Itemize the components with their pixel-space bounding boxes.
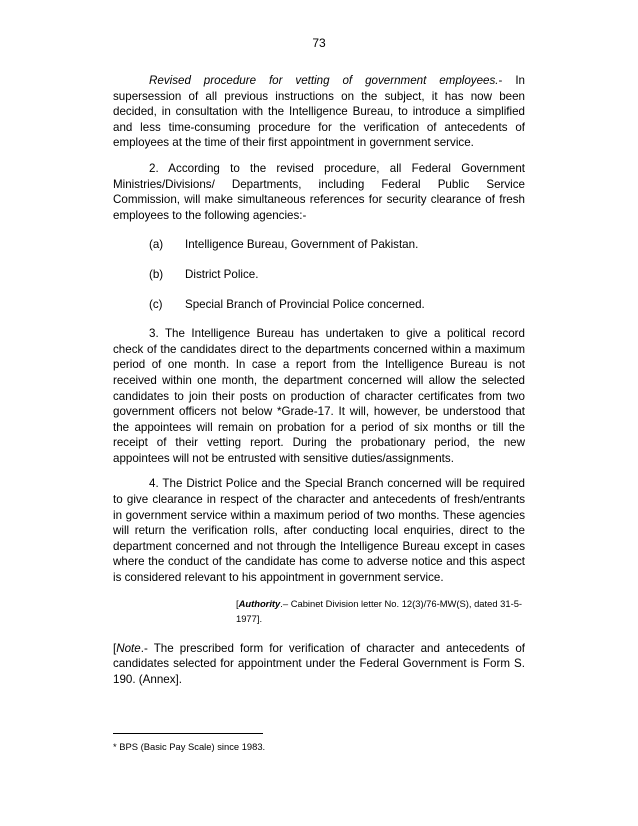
list-item-a [113, 237, 525, 253]
list-marker: (a) [149, 238, 164, 252]
paragraph-2: 2. According to the revised procedure, all Federal Government Ministries/Divisions/ Departments, including Federal Public Service Commission, will make simultaneous references for security clearance of fresh employees to the following agencies:- [113, 161, 525, 222]
paragraph-1-heading: Revised procedure for vetting of government employees. [149, 74, 499, 87]
paragraph-1 [113, 73, 525, 151]
note-bracket: [ [113, 641, 117, 655]
note-text: .- The prescribed form for verification of character and antecedents of candidates selected for appointment under the Federal Government is Form S. 190. (Annex]. [113, 641, 525, 686]
paragraph-1-text: - In supersession of all previous instructions on the subject, it has now been decided, in consultation with the Intelligence Bureau, to introduce a simplified and less time-consuming procedure for the verification of antecedents of employees at the time of their first appointment in government service. [113, 74, 525, 150]
authority-bracket: [ [236, 597, 239, 609]
list-item-b [113, 267, 525, 283]
paragraph-4: 4. The District Police and the Special Branch concerned will be required to give clearance in respect of the character and antecedents of fresh/entrants in government service within a maximum period of two months. These agencies will return the verification rolls, after conducting local enquiries, direct to the department concerned and not through the Intelligence Bureau except in cases where the conduct of the candidate has come to adverse notice and this aspect is considered relevant to his appointment in government service. [113, 477, 525, 585]
authority-text: .– Cabinet Division letter No. 12(3)/76-MW(S), dated 31-5-1977]. [236, 597, 523, 625]
authority-label: Authority [238, 597, 281, 609]
note-label: Note [116, 641, 141, 655]
footnote: * BPS (Basic Pay Scale) since 1983. [113, 741, 266, 752]
note [113, 641, 525, 688]
authority-citation [113, 596, 525, 627]
footnote-divider [113, 733, 263, 734]
list-marker: (c) [149, 297, 163, 311]
paragraph-3: 3. The Intelligence Bureau has undertaken to give a political record check of the candidates direct to the departments concerned within a maximum period of one month. In case a report from the Intelligence Bureau is not received within one month, the department concerned will allow the selected candidates to join their posts on production of character certificates from two government officers not below *Grade-17. It will, however, be understood that the appointees will remain on probation for a period of six months or till the receipt of their vetting report. During the probationary period, the new appointees will not be entrusted with sensitive duties/assignments. [113, 327, 525, 465]
list-item-text: Special Branch of Provincial Police concerned. [185, 297, 425, 311]
list-item-text: District Police. [185, 267, 259, 281]
document-body [113, 73, 525, 688]
list-item-text: Intelligence Bureau, Government of Pakistan. [185, 238, 419, 252]
list-marker: (b) [149, 267, 164, 281]
list-item-c [113, 297, 525, 313]
page-number: 73 [312, 36, 326, 50]
